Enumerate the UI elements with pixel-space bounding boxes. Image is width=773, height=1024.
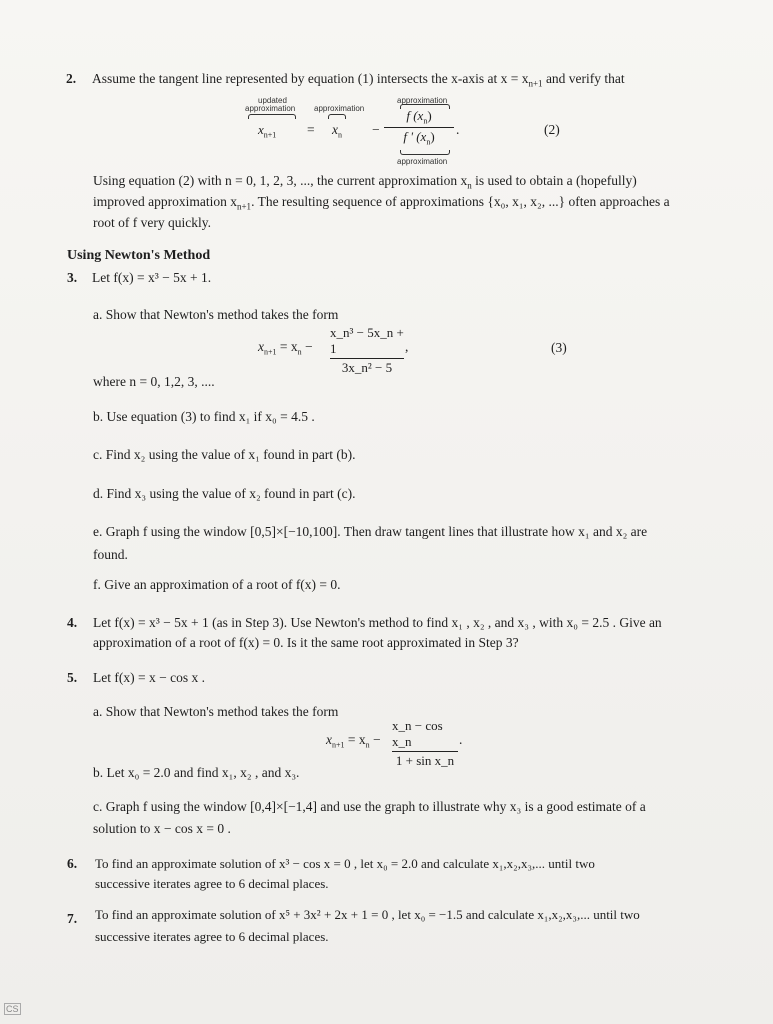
step-7-line1: To find an approximate solution of x⁵ + 3x² + 2x + 1 = 0 , let x₀ = −1.5 and calculate x₁,x₂,x₃,... until two <box>95 907 640 922</box>
label-approximation-bottom: approximation <box>397 157 448 166</box>
eq3-comma: , <box>405 339 409 354</box>
label-updated: updated <box>258 96 287 105</box>
step-6-number: 6. <box>67 856 78 871</box>
step-3-number: 3. <box>67 270 78 285</box>
step-7-number: 7. <box>67 911 78 926</box>
step-5-part-a: a. Show that Newton's method takes the form <box>93 704 339 719</box>
step-2-line1: Assume the tangent line represented by equation (1) intersects the x-axis at $x = x_{n+1}$ and verify that <box>92 71 625 89</box>
step-6-line2: successive iterates agree to 6 decimal places. <box>95 876 329 891</box>
eq2-denominator: f ' $(x_n)$ <box>403 128 435 147</box>
document-page: 2. Assume the tangent line represented by equation (1) intersects the x-axis at $x = x_{n+1}$ and verify that updated approximation approximation approximation approximation $x_{n+1}$ = $x_n$ − f $(x_n)$ f ' $(x_n)$ . (2) Using equation (2) with n = 0, 1, 2, 3, ..., the current approximation $x_n$ is used to obtain a (hopefully) improved approximation $x_{n+1}$. The resulting sequence of approximations {x₀, x₁, x₂, ...} often approaches a root of f very quickly. Using Newton's Method 3. Let f(x) = x³ − 5x + 1. a. Show that Newton's method takes the form $x_{n+1} = x_n$ − x_n³ − 5x_n + 1 3x_n² − 5 , (3) where n = 0, 1,2, 3, .... b. Use equation (3) to find x₁ if x₀ = 4.5 . c. Find x₂ using the value of x₁ found in part (b). d. Find x₃ using the value of x₂ found in part (c). e. Graph f using the window [0,5]×[−10,100]. Then draw tangent lines that illustrate how x₁ and x₂ are found. f. Give an approximation of a root of f(x) = 0. 4. Let f(x) = x³ − 5x + 1 (as in Step 3). Use Newton's method to find x₁ , x₂ , and x₃ , with x₀ = 2.5 . Give an approximation of a root of f(x) = 0. Is it the same root approximated in Step 3? 5. Let f(x) = x − cos x . a. Show that Newton's method takes the form $x_{n+1} = x_n$ − x_n − cos x_n 1 + sin x_n . b. Let x₀ = 2.0 and find x₁, x₂ , and x₃. c. Graph f using the window [0,4]×[−1,4] and use the graph to illustrate why x₃ is a good estimate of a solution to x − cos x = 0 . 6. To find an approximate solution of x³ − cos x = 0 , let x₀ = 2.0 and calculate x₁,x₂,x₃,... until two successive iterates agree to 6 decimal places. 7. To find an approximate solution of x⁵ + 3x² + 2x + 1 = 0 , let x₀ = −1.5 and calculate x₁,x₂,x₃,... until two successive iterates agree to 6 decimal places. CS <box>0 0 773 1024</box>
step-3-part-f: f. Give an approximation of a root of f(x) = 0. <box>93 577 341 592</box>
step-3-where: where n = 0, 1,2, 3, .... <box>93 374 215 389</box>
step-3-part-c: c. Find x₂ using the value of x₁ found in part (b). <box>93 447 356 462</box>
eq5-numerator: x_n − cos x_n <box>392 718 443 749</box>
eq5-denominator: 1 + sin x_n <box>395 753 455 768</box>
brace-bottom <box>400 150 450 155</box>
eq2-numerator: f $(x_n)$ <box>406 108 432 126</box>
step-2-para3: root of f very quickly. <box>93 215 211 230</box>
eq2-minus: − <box>372 122 380 137</box>
step-5-part-c-line2: solution to x − cos x = 0 . <box>93 821 231 836</box>
eq2-tag: (2) <box>544 122 560 137</box>
eq2-equals: = <box>307 122 315 137</box>
step-2-para1: Using equation (2) with n = 0, 1, 2, 3, ..., the current approximation $x_n$ is used to obtain a (hopefully) <box>93 173 637 191</box>
step-3-intro: Let f(x) = x³ − 5x + 1. <box>92 270 212 285</box>
label-approximation-mid: approximation <box>314 104 365 113</box>
eq2-fraction <box>384 108 454 146</box>
step-3-part-e-line1: e. Graph f using the window [0,5]×[−10,100]. Then draw tangent lines that illustrate how x₁ and x₂ are <box>93 524 648 539</box>
eq2-xn: $x_n$ <box>332 122 342 140</box>
eq5-lhs: $x_{n+1} = x_n$ − <box>326 732 381 750</box>
step-5-part-c-line1: c. Graph f using the window [0,4]×[−1,4] and use the graph to illustrate why x₃ is a good estimate of a <box>93 799 646 814</box>
brace-updated <box>248 114 296 119</box>
eq5-dot: . <box>459 732 463 747</box>
label-approximation-top: approximation <box>397 96 448 105</box>
step-5-part-b: b. Let x₀ = 2.0 and find x₁, x₂ , and x₃. <box>93 765 300 780</box>
scanner-logo: CS <box>6 1004 19 1014</box>
step-7-line2: successive iterates agree to 6 decimal places. <box>95 929 329 944</box>
eq2-lhs: $x_{n+1}$ <box>258 122 277 140</box>
eq3-tag: (3) <box>551 340 567 355</box>
label-updated-approximation: approximation <box>245 104 296 113</box>
eq3-denominator: 3x_n² − 5 <box>341 360 393 375</box>
step-4-line1: Let f(x) = x³ − 5x + 1 (as in Step 3). Use Newton's method to find x₁ , x₂ , and x₃ , with x₀ = 2.5 . Give an <box>93 615 662 630</box>
step-3-part-e-line2: found. <box>93 547 128 562</box>
step-2-number: 2. <box>66 71 77 86</box>
step-2-para2: improved approximation $x_{n+1}$. The resulting sequence of approximations {x₀, x₁, x₂, ...} often approaches a <box>93 194 670 212</box>
brace-mid <box>328 114 346 119</box>
step-5-intro: Let f(x) = x − cos x . <box>93 670 205 685</box>
section-heading: Using Newton's Method <box>67 248 211 263</box>
step-3-part-b: b. Use equation (3) to find x₁ if x₀ = 4.5 . <box>93 409 315 424</box>
step-4-line2: approximation of a root of f(x) = 0. Is it the same root approximated in Step 3? <box>93 635 519 650</box>
step-3-part-a: a. Show that Newton's method takes the form <box>93 307 339 322</box>
step-6-line1: To find an approximate solution of x³ − cos x = 0 , let x₀ = 2.0 and calculate x₁,x₂,x₃,... until two <box>95 856 595 871</box>
step-3-part-d: d. Find x₃ using the value of x₂ found in part (c). <box>93 486 356 501</box>
eq3-lhs: $x_{n+1} = x_n$ − <box>258 339 313 357</box>
eq3-fraction <box>330 325 404 376</box>
step-4-number: 4. <box>67 615 78 630</box>
eq5-fraction <box>392 718 458 769</box>
eq3-numerator: x_n³ − 5x_n + 1 <box>330 325 404 356</box>
step-5-number: 5. <box>67 670 78 685</box>
